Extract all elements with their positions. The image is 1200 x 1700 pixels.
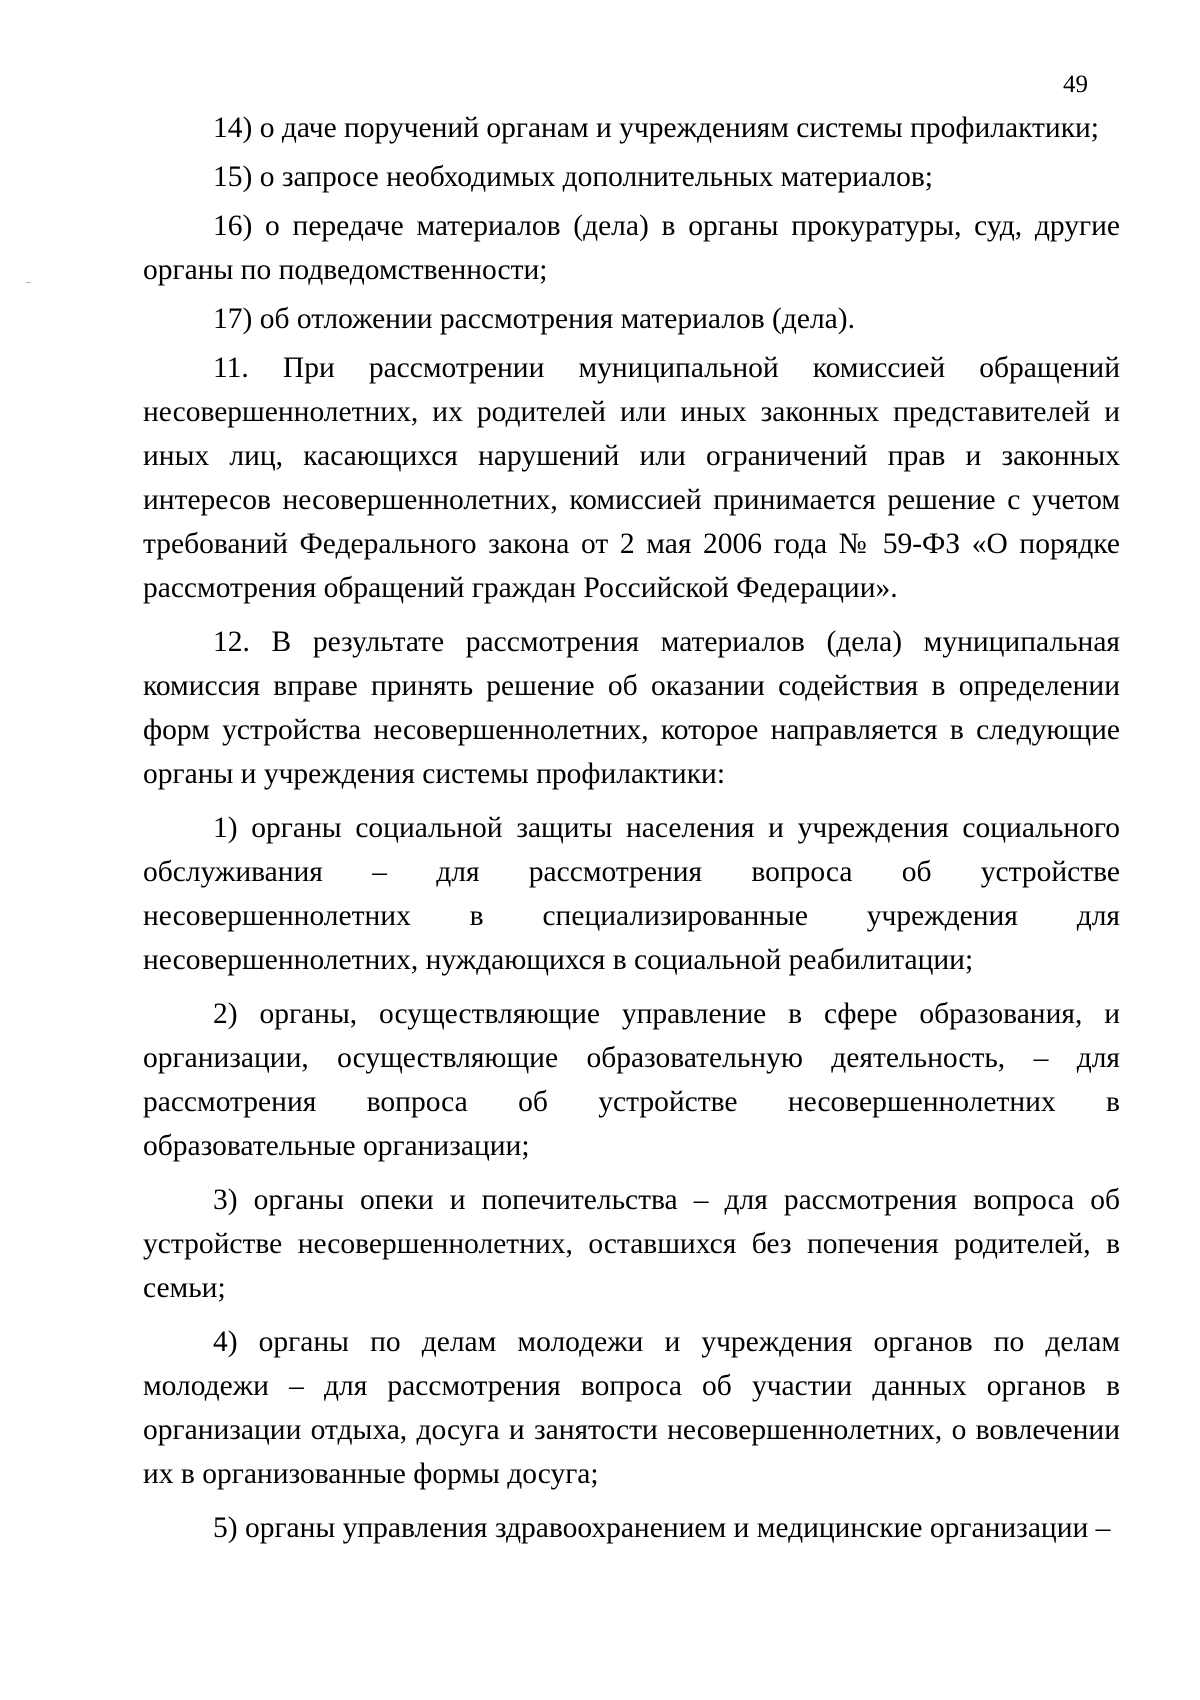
subitem-2: 2) органы, осуществляющие управление в сфере образования, и организации, осуществляющие образовательную деятельность, – для рассмотрения вопроса об устройстве несовершеннолетних в образовательные организации; <box>143 998 1120 1162</box>
paragraph-12: 12. В результате рассмотрения материалов (дела) муниципальная комиссия вправе принять решение об оказании содействия в определении форм устройства несовершеннолетних, которое направляется в следующие органы и учреждения системы профилактики: <box>143 626 1120 790</box>
subitem-5: 5) органы управления здравоохранением и медицинские организации – <box>213 1512 1111 1544</box>
paragraph-11: 11. При рассмотрении муниципальной комиссией обращений несовершеннолетних, их родителей или иных законных представителей и иных лиц, касающихся нарушений или ограничений прав и законных интересов несовершеннолетних, комиссией принимается решение с учетом требований Федерального закона от 2 мая 2006 года № 59-ФЗ «О порядке рассмотрения обращений граждан Российской Федерации». <box>143 352 1120 604</box>
subitem-1: 1) органы социальной защиты населения и учреждения социального обслуживания – для рассмотрения вопроса об устройстве несовершеннолетних в специализированные учреждения для несовершеннолетних, нуждающихся в социальной реабилитации; <box>143 812 1120 976</box>
page-number: 49 <box>1063 71 1088 98</box>
subitem-4: 4) органы по делам молодежи и учреждения органов по делам молодежи – для рассмотрения вопроса об участии данных органов в организации отдыха, досуга и занятости несовершеннолетних, о вовлечении их в организованные формы досуга; <box>143 1326 1120 1490</box>
list-item-17: 17) об отложении рассмотрения материалов (дела). <box>213 303 855 335</box>
document-body <box>143 106 1120 1555</box>
scan-speck <box>26 282 31 283</box>
subitem-3: 3) органы опеки и попечительства – для рассмотрения вопроса об устройстве несовершеннолетних, оставшихся без попечения родителей, в семьи; <box>143 1184 1120 1304</box>
list-item-14: 14) о даче поручений органам и учреждениям системы профилактики; <box>213 112 1100 144</box>
list-item-15: 15) о запросе необходимых дополнительных материалов; <box>213 161 933 193</box>
list-item-16: 16) о передаче материалов (дела) в органы прокуратуры, суд, другие органы по подведомственности; <box>143 210 1120 286</box>
